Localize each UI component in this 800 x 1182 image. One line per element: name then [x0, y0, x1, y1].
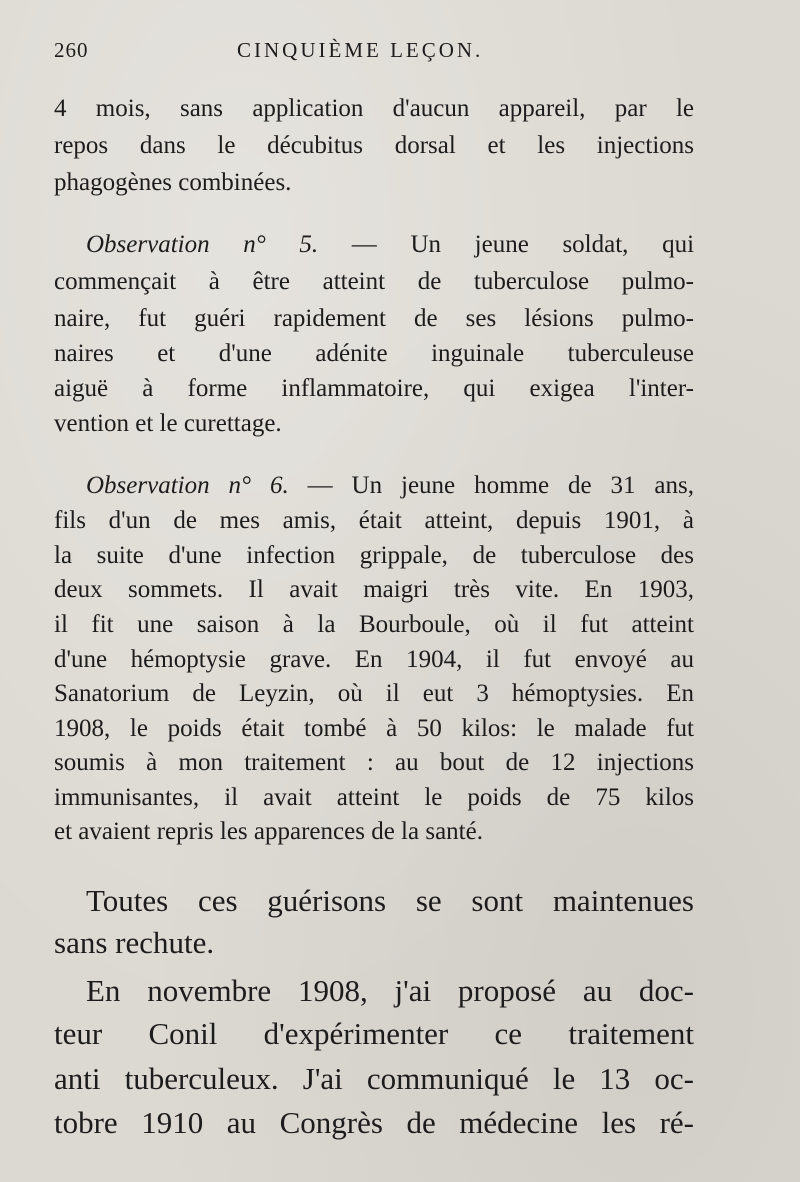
text-line: naire, fut guéri rapidement de ses lésions pulmo-	[54, 305, 694, 332]
page-number: 260	[54, 38, 89, 62]
text-line: immunisantes, il avait atteint le poids de 75 kilos	[54, 784, 694, 811]
text-line: phagogènes combinées.	[54, 169, 292, 196]
text-line: — Un jeune soldat, qui	[318, 231, 695, 258]
text-line: anti tuberculeux. J'ai communiqué le 13 oc-	[54, 1061, 694, 1096]
text-line: 4 mois, sans application d'aucun appareil, par le	[54, 95, 694, 122]
text-line: la suite d'une infection grippale, de tuberculose des	[54, 542, 694, 569]
observation-5-label: Observation n° 5.	[86, 231, 319, 258]
text-line: Sanatorium de Leyzin, où il eut 3 hémoptysies. En	[54, 680, 694, 707]
text-line: aiguë à forme inflammatoire, qui exigea l'inter-	[54, 375, 694, 402]
text-line: soumis à mon traitement : au bout de 12 injections	[54, 749, 694, 776]
running-header	[54, 38, 714, 68]
text-line: deux sommets. Il avait maigri très vite. En 1903,	[54, 576, 694, 603]
text-line: sans rechute.	[54, 925, 215, 960]
text-line: En novembre 1908, j'ai proposé au doc-	[86, 973, 694, 1008]
text-line: teur Conil d'expérimenter ce traitement	[54, 1016, 694, 1051]
text-line: d'une hémoptysie grave. En 1904, il fut envoyé au	[54, 646, 694, 673]
text-line: commençait à être atteint de tuberculose pulmo-	[54, 268, 694, 295]
text-line: tobre 1910 au Congrès de médecine les ré-	[54, 1105, 694, 1140]
running-title: CINQUIÈME LEÇON.	[237, 38, 484, 62]
text-line: repos dans le décubitus dorsal et les injections	[54, 132, 694, 159]
observation-5-first-line	[86, 228, 694, 262]
text-line: Toutes ces guérisons se sont maintenues	[86, 883, 694, 918]
observation-6-label: Observation n° 6.	[86, 472, 289, 499]
text-line: — Un jeune homme de 31 ans,	[288, 472, 694, 499]
observation-6-first-line	[86, 469, 694, 503]
text-line: naires et d'une adénite inguinale tuberculeuse	[54, 340, 694, 367]
text-line: fils d'un de mes amis, était atteint, depuis 1901, à	[54, 507, 694, 534]
text-line: il fit une saison à la Bourboule, où il fut atteint	[54, 611, 694, 638]
text-line: vention et le curettage.	[54, 410, 282, 437]
text-line: et avaient repris les apparences de la santé.	[54, 818, 483, 845]
text-line: 1908, le poids était tombé à 50 kilos: le malade fut	[54, 715, 694, 742]
